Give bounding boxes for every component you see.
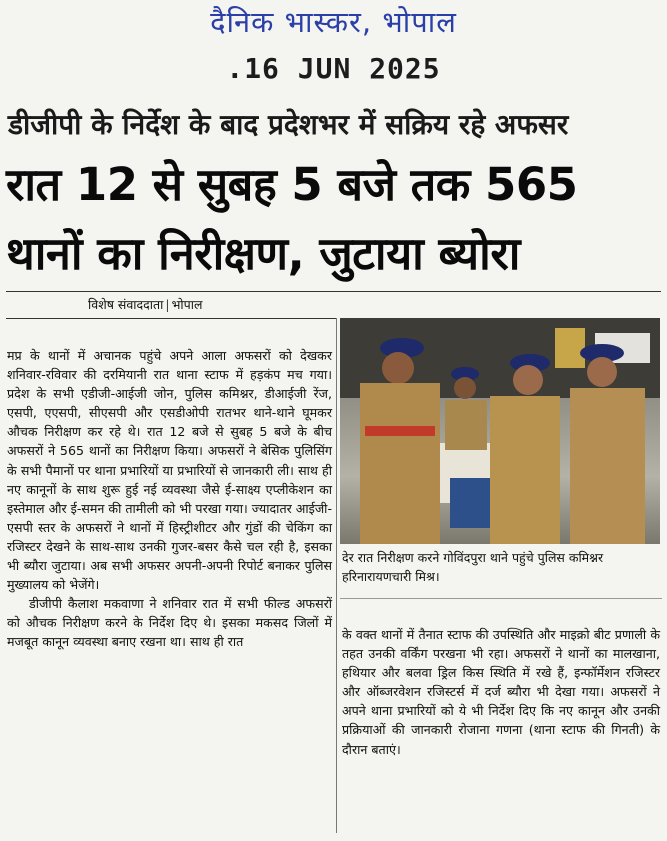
byline xyxy=(88,296,202,313)
byline-rule xyxy=(6,318,336,319)
date-stamp: .16 JUN 2025 xyxy=(226,52,441,85)
headline-line-1: रात 12 से सुबह 5 बजे तक 565 xyxy=(6,158,578,211)
kicker-headline: डीजीपी के निर्देश के बाद प्रदेशभर में सक्रिय रहे अफसर xyxy=(8,108,569,141)
byline-place: भोपाल xyxy=(171,297,203,312)
newspaper-stamp: दैनिक भास्कर, भोपाल xyxy=(210,5,457,39)
body-column-1 xyxy=(7,346,332,652)
photo-caption: देर रात निरीक्षण करने गोविंदपुरा थाने पहुंचे पुलिस कमिश्नर हरिनारायणचारी मिश्र। xyxy=(342,550,604,584)
body-column-2 xyxy=(342,625,660,759)
body-paragraph-3: के वक्त थानों में तैनात स्टाफ की उपस्थिति और माइक्रो बीट प्रणाली के तहत उनकी वर्किंग परखना भी रहा। अफसरों ने थानों का मालखाना, हथियार और बलवा ड्रिल किस स्थिति में रखे हैं, इन्फॉर्मेशन रजिस्टर और ऑब्जरवेशन रजिस्टर्स में दर्ज ब्यौरा भी देखा गया। अफसरों ने अपने थाना प्रभारियों को ये भी निर्देश दिए कि नए कानून और उनकी प्रक्रियाओं की जानकारी रोजाना गणना (थाना स्टाफ की गिनती) के दौरान बताएं। xyxy=(342,627,660,757)
headline-line-2: थानों का निरीक्षण, जुटाया ब्योरा xyxy=(6,227,520,280)
column-divider xyxy=(336,318,337,833)
police-officers-photo xyxy=(340,318,660,544)
top-rule xyxy=(6,291,661,292)
body-paragraph-2: डीजीपी कैलाश मकवाणा ने शनिवार रात में सभी फील्ड अफसरों को औचक निरीक्षण करने के निर्देश दिए थे। इसका मकसद जिलों में मजबूत कानून व्यवस्था बनाए रखना था। साथ ही रात xyxy=(7,596,332,650)
byline-author: विशेष संवाददाता xyxy=(88,297,164,312)
caption-rule xyxy=(340,598,662,599)
body-paragraph-1: मप्र के थानों में अचानक पहुंचे अपने आला अफसरों को देखकर शनिवार-रविवार की दरमियानी रात थाना स्टाफ में हड़कंप मच गया। प्रदेश के सभी एडीजी-आईजी जोन, पुलिस कमिश्नर, डीआईजी रेंज, एसपी, एएसपी, सीएसपी और एसडीओपी रातभर थाने-थाने घूमकर औचक निरीक्षण कर रहे थे। रात 12 बजे से सुबह 5 बजे के बीच अफसरों ने 565 थानों का निरीक्षण किया। अफसरों ने बेसिक पुलिसिंग के सभी पैमानों पर थाना प्रभारियों या प्रभारियों से जानकारी ली। साथ ही नए कानूनों के साथ शुरू हुई नई व्यवस्था जैसे ई-साक्ष्य एप्लीकेशन का इस्तेमाल और ई-समन की तामीली को भी परखा गया। ज्यादातर आईजी-एसपी स्तर के अफसरों ने थानों में हिस्ट्रीशीटर और गुंडों की चेकिंग का रजिस्टर देखने के साथ-साथ उनकी गुजर-बसर कैसे चल रही है, इसका भी ब्यौरा जुटाया। अब सभी अफसर अपनी-अपनी रिपोर्ट बनाकर पुलिस मुख्यालय को भेजेंगे। xyxy=(7,348,332,593)
byline-separator: | xyxy=(165,297,170,312)
article-photo xyxy=(340,318,660,544)
